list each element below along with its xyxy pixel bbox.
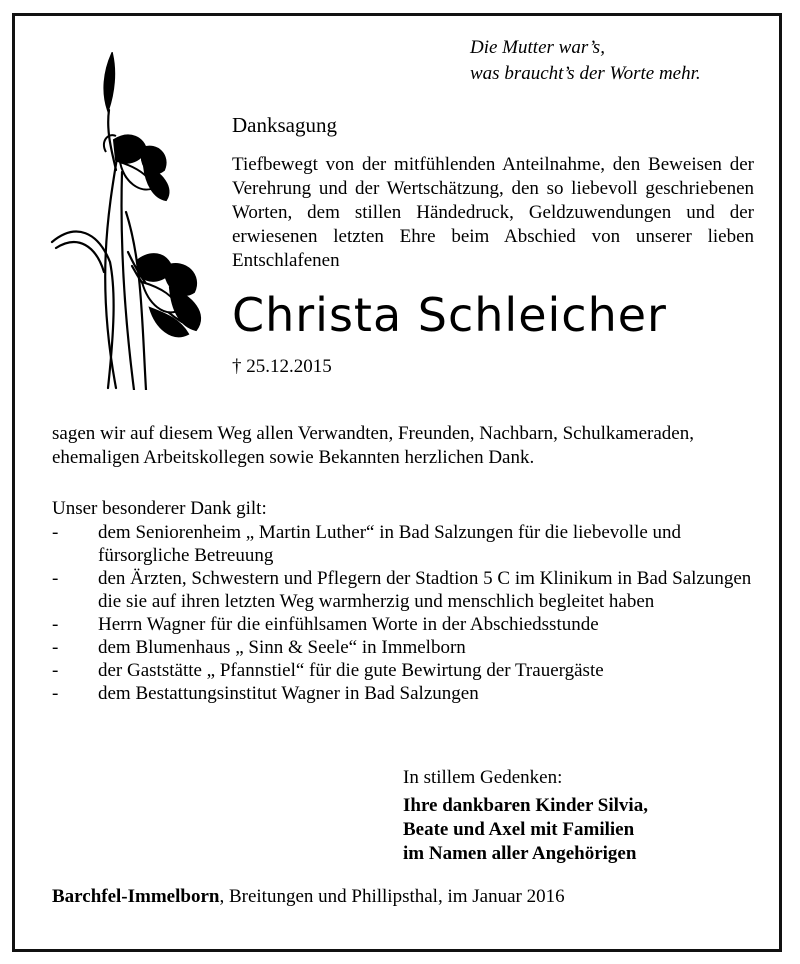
list-item-text: den Ärzten, Schwestern und Pflegern der Stadtion 5 C im Klinikum in Bad Salzungen die sie auf ihren letzten Weg warmherzig und menschlich begleitet haben bbox=[98, 568, 752, 612]
special-thanks-list bbox=[52, 521, 772, 705]
iris-flower-illustration bbox=[46, 52, 216, 390]
closing-remembrance: In stillem Gedenken: bbox=[403, 767, 563, 788]
list-item bbox=[52, 521, 772, 567]
motto-line-1: Die Mutter war’s, bbox=[470, 37, 605, 58]
signers-line-3: im Namen aller Angehörigen bbox=[403, 843, 637, 864]
list-item-text: dem Seniorenheim „ Martin Luther“ in Bad Salzungen für die liebevolle und fürsorgliche Betreuung bbox=[98, 522, 682, 566]
list-dash: - bbox=[52, 660, 59, 681]
thanks-paragraph: sagen wir auf diesem Weg allen Verwandten, Freunden, Nachbarn, Schulkameraden, ehemaligen Arbeitskollegen sowie Bekannten herzlichen Dank. bbox=[52, 423, 694, 468]
signers-line-1: Ihre dankbaren Kinder Silvia, bbox=[403, 795, 648, 816]
motto-line-2: was braucht’s der Worte mehr. bbox=[470, 63, 701, 84]
list-dash: - bbox=[52, 614, 59, 635]
death-date: † 25.12.2015 bbox=[232, 356, 332, 377]
special-thanks-intro: Unser besonderer Dank gilt: bbox=[52, 498, 267, 519]
list-item bbox=[52, 636, 772, 659]
list-dash: - bbox=[52, 568, 59, 589]
signers-line-2: Beate und Axel mit Familien bbox=[403, 819, 635, 840]
list-dash: - bbox=[52, 522, 59, 543]
list-item-text: Herrn Wagner für die einfühlsamen Worte in der Abschiedsstunde bbox=[98, 614, 599, 635]
motto-quote bbox=[470, 35, 701, 87]
place-name-bold: Barchfel-Immelborn bbox=[52, 886, 220, 907]
intro-paragraph: Tiefbewegt von der mitfühlenden Anteilnahme, den Beweisen der Verehrung und der Wertschätzung, den so liebevoll geschriebenen Worten, dem stillen Händedruck, Geldzuwendungen und der erwiesenen letzten Ehre beim Abschied von unserer lieben Entschlafenen bbox=[232, 154, 754, 271]
list-dash: - bbox=[52, 637, 59, 658]
list-item bbox=[52, 659, 772, 682]
list-item-text: dem Blumenhaus „ Sinn & Seele“ in Immelborn bbox=[98, 637, 466, 658]
list-item bbox=[52, 682, 772, 705]
list-item-text: dem Bestattungsinstitut Wagner in Bad Salzungen bbox=[98, 683, 479, 704]
heading-danksagung: Danksagung bbox=[232, 113, 337, 137]
list-item bbox=[52, 567, 772, 613]
list-item-text: der Gaststätte „ Pfannstiel“ für die gute Bewirtung der Trauergäste bbox=[98, 660, 604, 681]
deceased-name: Christa Schleicher bbox=[232, 288, 667, 342]
place-and-date-line bbox=[52, 886, 565, 908]
list-dash: - bbox=[52, 683, 59, 704]
list-item bbox=[52, 613, 772, 636]
place-rest: , Breitungen und Phillipsthal, im Januar 2016 bbox=[219, 886, 565, 907]
signers-block bbox=[403, 794, 648, 866]
